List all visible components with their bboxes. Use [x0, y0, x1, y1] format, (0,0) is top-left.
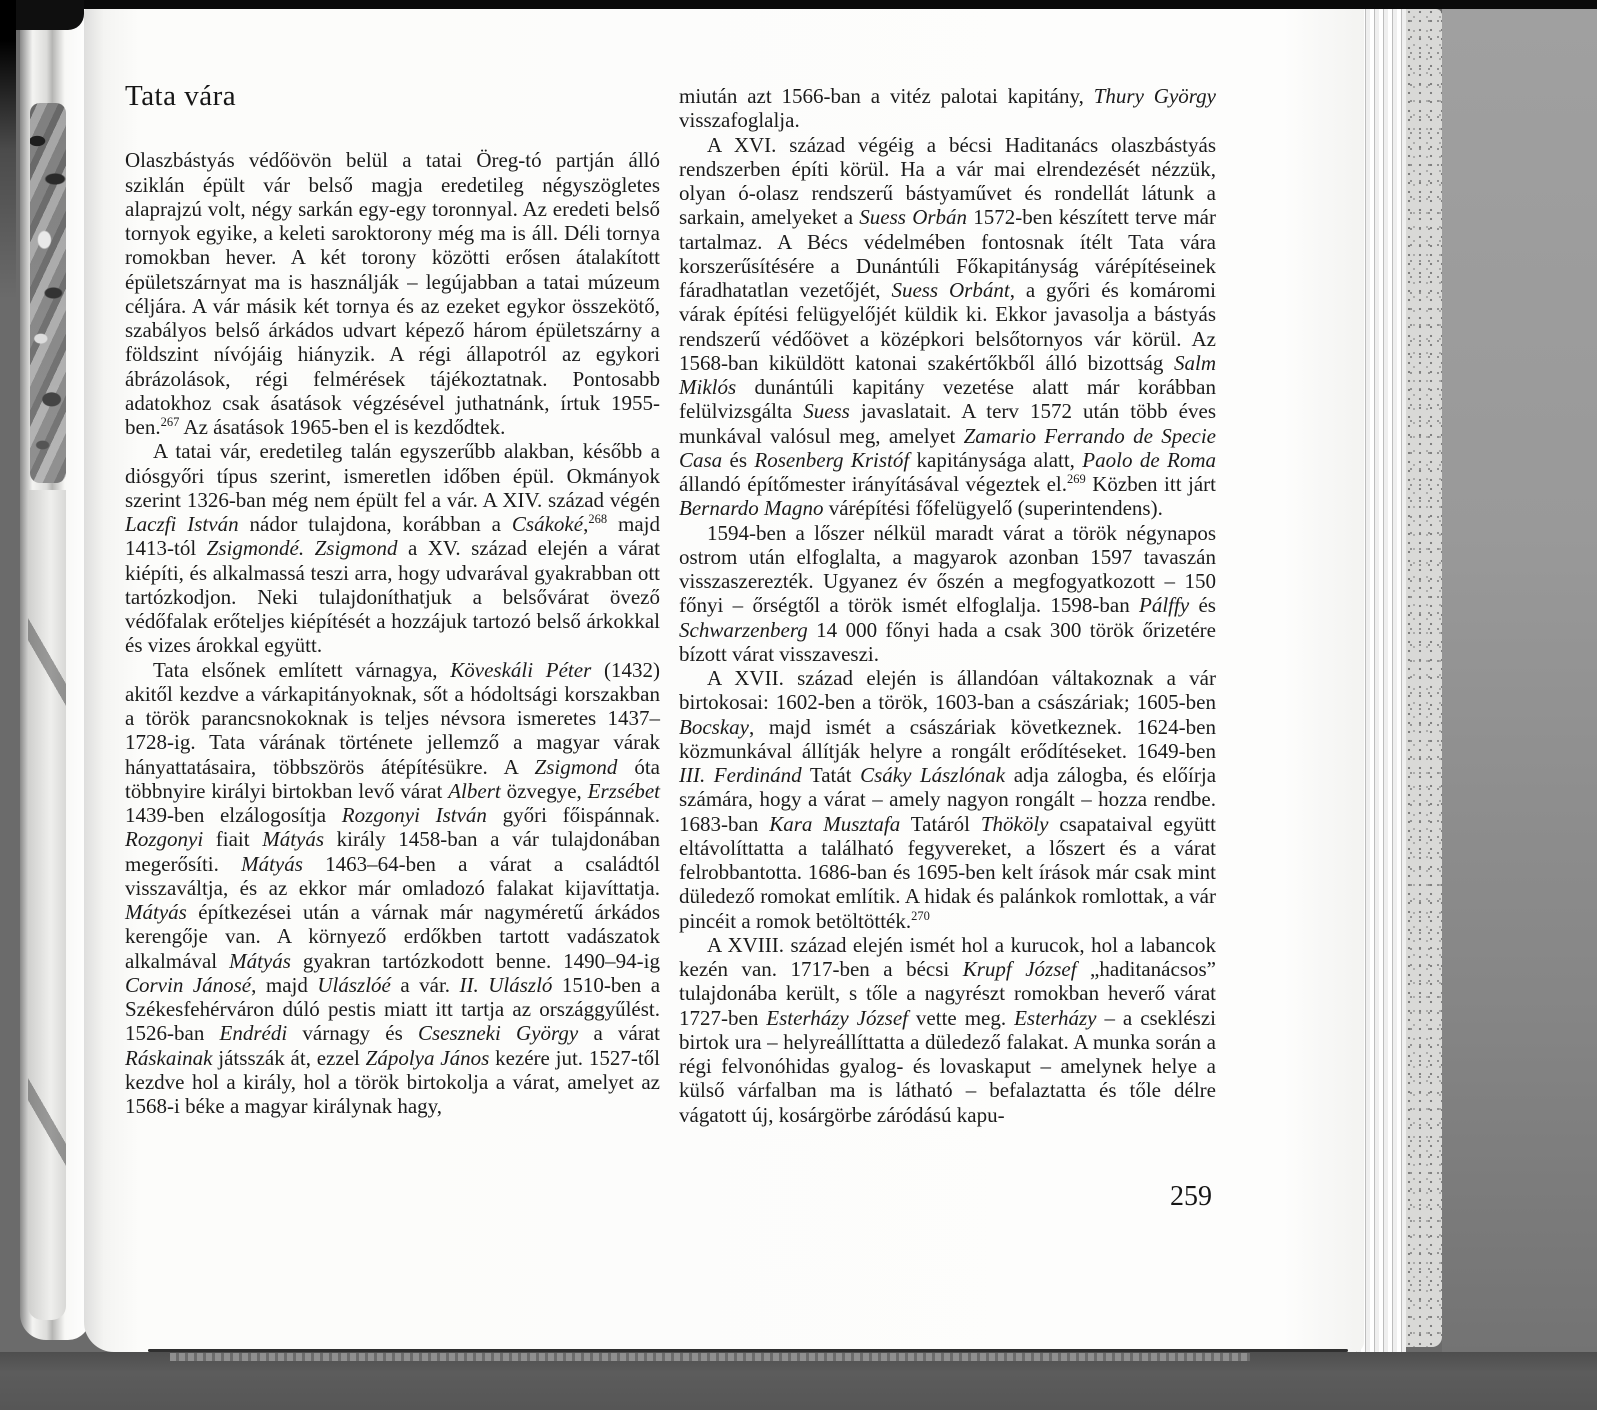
page-bottom-shadow — [148, 1349, 1348, 1352]
paragraph: 1594-ben a lőszer nélkül maradt várat a török négynapos ostrom után elfoglalta, a magyarok azonban 1597 tavaszán visszaszerezték. Ugyanez év őszén a megfogyatkozott – 150 főnyi – őrségtől a török ismét elfoglalja. 1598-ban Pálffy és Schwarzenberg 14 000 főnyi hada a csak 300 török őrizetére bízott várat visszaveszi. — [679, 520, 1216, 666]
paragraph: Tata elsőnek említett várnagya, Köveskáli Péter (1432) akitől kezdve a várkapitányoknak, sőt a hódoltsági korszakban a török parancsnokoknak is teljes névsora ismeretes 1437–1728-ig. Tata várának története jellemző a magyar várak hányattatásaira, többszörös átépítésükre. A Zsigmond óta többnyire királyi birtokban levő várat Albert özvegye, Erzsébet 1439-ben elzálogosítja Rozgonyi István győri főispánnak. Rozgonyi fiait Mátyás király 1458-ban a vár tulajdonában megerősíti. Mátyás 1463–64-ben a várat a családtól visszaváltja, és az ekkor már omladozó falakat kijavíttatja. Mátyás építkezései után a várnak már nagyméretű árkádos kerengője van. A környező erdőkben tartott vadászatok alkalmával Mátyás gyakran tartózkodott benne. 1490–94-ig Corvin Jánosé, majd Ulászlóé a vár. II. Ulászló 1510-ben a Székesfehérváron dúló pestis miatt itt tartja az országgyűlést. 1526-ban Endrédi várnagy és Cseszneki György a várat Ráskainak játsszák át, ezzel Zápolya János kezére jut. 1527-től kezdve hol a király, hol a török birtokolja a várat, amelyet az 1568-i béke a magyar királynak hagy, — [125, 657, 661, 1118]
column-right — [679, 84, 1216, 1127]
paragraph: miután azt 1566-ban a vitéz palotai kapitány, Thury György visszafoglalja. — [679, 84, 1217, 133]
paragraph: A XVI. század végéig a bécsi Haditanács olaszbástyás rendszerben építi körül. Ha a vár mai elrendezését nézzük, olyan ó-olasz rendszerű bástyaművet és rondellát látunk a sarkain, amelyeket a Suess Orbán 1572-ben készített terve már tartalmaz. A Bécs védelmében fontosnak ítélt Tata vára korszerűsítésére a Dunántúli Főkapitányság várépítéseinek fáradhatatlan vezetőjét, Suess Orbánt, a győri és komáromi várak építési felügyelőjét küldik ki. Ekkor javasolja a bástyás rendszerű védőövet a középkori belsőtornyos vár körül. Az 1568-ban kiküldött katonai szakértőkből álló bizottság Salm Miklós dunántúli kapitány vezetése alatt már korábban felülvizsgálta Suess javaslatait. A terv 1572 után több éves munkával valósul meg, amelyet Zamario Ferrando de Specie Casa és Rosenberg Kristóf kapitánysága alatt, Paolo de Roma állandó építőmester irányításával végeztek el.$^{269}$ Közben itt járt Bernardo Magno várépítési főfelügyelő (superintendens). — [679, 132, 1216, 521]
paragraph: Olaszbástyás védőövön belül a tatai Öreg-tó partján álló sziklán épült vár belső magja eredetileg négyszögletes alaprajzú volt, négy sarkán egy-egy toronnyal. Az eredeti belső tornyok egyike, a keleti saroktorony még ma is áll. Déli tornya romokban hever. A két torony közötti erősen átalakított épületszárnyat ma is használják – legújabban a tatai múzeum céljára. A vár másik két tornya és az ezeket egykor összekötő, szabályos belső árkádos udvart képező három épületszárny a földszint nívójáig hiányzik. A régi állapotról az egykori ábrázolások, régi felmérések tájékoztatnak. Pontosabb adatokhoz csak ásatások végzésével juthatnánk, írtuk 1955-ben.$^{267}$ Az ásatások 1965-ben el is kezdődtek. — [125, 148, 660, 439]
fore-edge-texture — [1406, 9, 1442, 1347]
scan-left-gutter-shadow — [0, 0, 16, 300]
page-number: 259 — [1170, 1181, 1212, 1212]
column-left — [125, 80, 661, 1118]
page-bottom-edge-texture — [170, 1353, 1250, 1361]
scanner-background-right — [1442, 0, 1597, 1410]
paragraph: A XVIII. század elején ismét hol a kurucok, hol a labancok kezén van. 1717-ben a bécsi Krupf József „haditanácsos” tulajdonába került, s tőle a nagyrészt romokban heverő várat 1727-ben Esterházy József vette meg. Esterházy – a cseklészi birtok ura – helyreállíttatta a düledező falakat. A munka során a régi felvonóhidas gyalog- és lovaskaput – amelynek helye a külső várfalban ma is látható – befalaztatta és tőle délre vágatott új, kosárgörbe záródású kapu- — [679, 932, 1216, 1127]
page-title: Tata vára — [125, 80, 237, 112]
curled-photo-edge — [30, 103, 66, 483]
paragraph: A tatai vár, eredetileg talán egyszerűbb alakban, később a diósgyőri típus szerint, ismeretlen időben épül. Okmányok szerint 1326-ban még nem épült fel a vár. A XIV. század végén Laczfi István nádor tulajdona, korábban a Csákoké,$^{268}$ majd 1413-tól Zsigmondé. Zsigmond a XV. század elején a várat kiépíti, és alkalmassá teszi arra, hogy udvarával gyakrabban ott tartózkodjon. Neki tulajdoníthatjuk a belsővárat övező védőfalak erőteljes kiépítését a hozzájuk tartozó belső árkokkal és vizes árokkal együtt. — [125, 439, 661, 658]
paragraph: A XVII. század elején is állandóan váltakoznak a vár birtokosai: 1602-ben a török, 1603-ban a császáriak; 1605-ben Bocskay, majd ismét a császáriak következnek. 1624-ben közmunkával állítják helyre a rongált erődítéseket. 1649-ben III. Ferdinánd Tatát Csáky Lászlónak adja zálogba, és előírja számára, hogy a várat – amely nagyon rongált – hozza rendbe. 1683-ban Kara Musztafa Tatáról Thököly csapataival együtt eltávolíttatta a található fegyvereket, a lőszert és a várat felrobbantotta. 1686-ban és 1695-ben kelt írások már csak mint düledező romokat említik. A hidak és palánkok romlottak, a vár pincéit a romok betöltötték.$^{270}$ — [679, 666, 1217, 933]
scan-top-edge — [0, 0, 1597, 9]
curled-page-streaks — [28, 490, 66, 1320]
